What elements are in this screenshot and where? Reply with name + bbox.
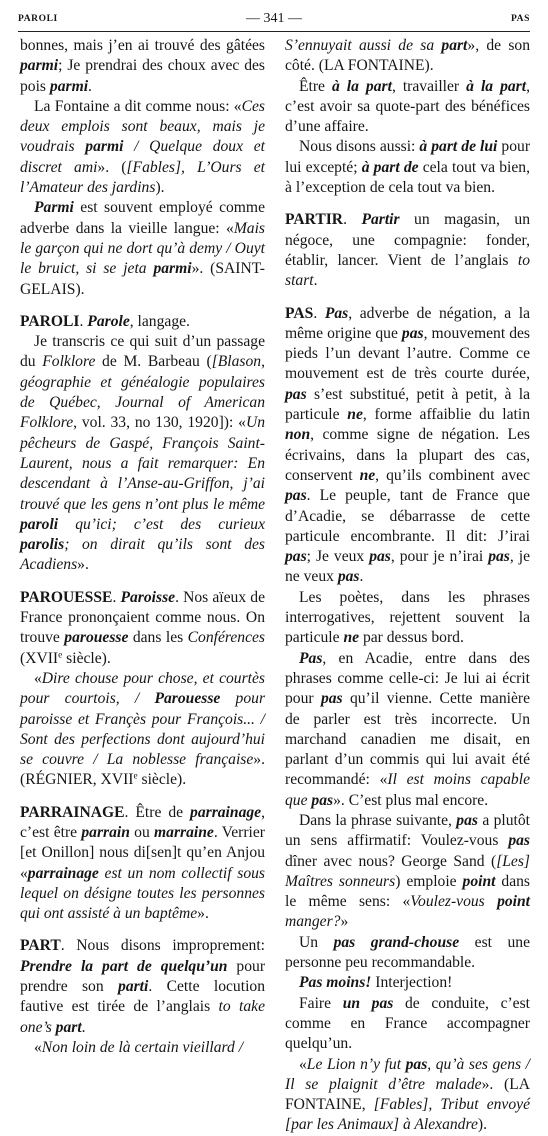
paragraph: «Non loin de là certain vieillard / [34, 1038, 244, 1056]
left-column [20, 36, 265, 1058]
paragraph: La Fontaine a dit comme nous: «Ces deux emplois sont beaux, mais je voudrais parmi / Quelque doux et discret ami». ([Fables], L’Ours et l’Amateur des jardins). [20, 97, 265, 197]
dictionary-entry: PAROLI. Parole, langage. [20, 312, 190, 330]
paragraph: Pas moins! Interjection! [299, 974, 453, 992]
header-right-keyword: PAS [510, 14, 530, 24]
running-header [18, 9, 530, 32]
dictionary-entry: PAS. Pas, adverbe de négation, a la même origine que pas, mouvement des pieds l’un devant l’autre. Comme ce mouvement est de très courte durée, pas s’est substitué, petit à petit, à la particule ne, forme affaiblie du latin non, comme signe de négation. Les écrivains, dans la plupart des cas, conservent ne, qu’ils combinent avec pas. Le peuple, tant de France que d’Acadie, se débarrasse de cette particule encombrante. Il dit: J’irai pas; Je veux pas, pour je n’irai pas, je ne veux pas. [285, 304, 530, 586]
paragraph: «Le Lion n’y fut pas, qu’à ses gens / Il se plaignit d’être malade». (LA FONTAINE, [Fables], Tribut envoyé [par les Animaux] à Alexandre). [285, 1055, 530, 1134]
paragraph: Faire un pas de conduite, c’est comme en France accompagner quelqu’un. [285, 994, 530, 1053]
paragraph: Nous disons aussi: à part de lui pour lui excepté; à part de cela tout va bien, à l’exception de cela tout va bien. [285, 138, 531, 197]
right-column [285, 36, 530, 1136]
paragraph: «Dire chouse pour chose, et courtès pour courtois, / Parouesse pour paroisse et Françès pour François... / Sont des perfections dont aujourd’hui se couvre / La noblesse française». (RÉGNIER, XVIIe siècle). [20, 669, 266, 789]
paragraph: Pas, en Acadie, entre dans des phrases comme celle-ci: Je lui ai écrit pour pas qu’il vienne. Cette manière de parler est très incorrecte. Un marchand canadien me disait, en parlant d’un commis qui lui avait été recommandé: «Il est moins capable que pas». C’est plus mal encore. [285, 649, 531, 809]
dictionary-entry: PART. Nous disons improprement: Prendre la part de quelqu’un pour prendre son parti. Cette locution fautive est tirée de l’anglais to take one’s part. [20, 937, 266, 1036]
paragraph: bonnes, mais j’en ai trouvé des gâtées parmi; Je prendrai des choux avec des pois parmi. [20, 37, 265, 95]
header-left-keyword: PAROLI [18, 14, 58, 24]
dictionary-entry: PARTIR. Partir un magasin, un négoce, une compagnie: fonder, établir, lancer. Vient de l’anglais to start. [285, 211, 530, 290]
page-number: — 341 — [246, 11, 302, 26]
dictionary-entry: PARRAINAGE. Être de parrainage, c’est être parrain ou marraine. Verrier [et Onillon] nous di[sen]t qu’en Anjou «parrainage est un nom collectif sous lequel on désigne toutes les personnes qui ont assisté à un baptême». [20, 803, 265, 923]
paragraph: Être à la part, travailler à la part, c’est avoir sa quote-part des bénéfices d’une affaire. [285, 77, 530, 136]
paragraph: Dans la phrase suivante, pas a plutôt un sens affirmatif: Voulez-vous pas dîner avec nous? George Sand ([Les] Maîtres sonneurs) emploie point dans le même sens: «Voulez-vous point manger?» [285, 811, 530, 931]
paragraph: Les poètes, dans les phrases interrogatives, rejettent souvent la particule ne par dessus bord. [285, 588, 530, 647]
paragraph: Je transcris ce qui suit d’un passage du Folklore de M. Barbeau ([Blason, géographie et généalogie populaires de Québec, Journal of American Folklore, vol. 33, no 130, 1920]): «Un pêcheurs de Gaspé, François Saint-Laurent, nous a fait remarquer: En descendant à l’Anse-au-Griffon, j’ai trouvé que les gens n’ont plus le même paroli qu’ici; c’est des curieux parolis; on dirait qu’ils sont des Acadiens». [20, 333, 265, 574]
paragraph: S’ennuyait aussi de sa part», de son côté. (LA FONTAINE). [285, 37, 530, 75]
paragraph: Un pas grand-chouse est une personne peu recommandable. [285, 933, 530, 972]
dictionary-entry: PAROUESSE. Paroisse. Nos aïeux de France prononçaient comme nous. On trouve parouesse dans les Conférences (XVIIe siècle). [20, 588, 265, 667]
paragraph: Parmi est souvent employé comme adverbe dans la vieille langue: «Mais le garçon qui ne dort qu’à demy / Ouyt le bruict, si se jeta parmi». (SAINT-GELAIS). [20, 199, 265, 298]
